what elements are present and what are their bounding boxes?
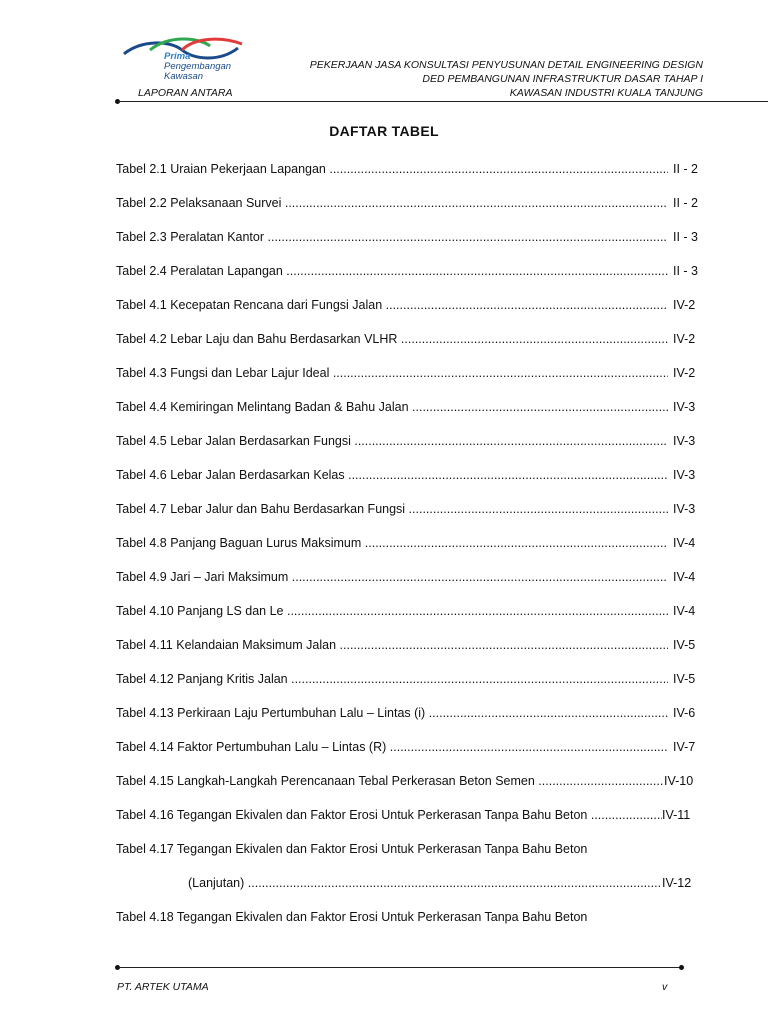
toc-entry-page: IV-7 — [673, 740, 696, 754]
toc-entry-page: IV-4 — [673, 536, 696, 550]
toc-entry[interactable] — [116, 668, 700, 702]
toc-entry[interactable] — [116, 634, 700, 668]
toc-entry-page: IV-3 — [673, 434, 696, 448]
toc-entry[interactable] — [116, 906, 700, 940]
header-rule — [118, 101, 768, 102]
toc-entry-page: II - 2 — [673, 162, 699, 176]
footer-company: PT. ARTEK UTAMA — [117, 981, 209, 993]
toc-entry-page: IV-2 — [673, 332, 696, 346]
toc-entry-page: II - 2 — [673, 196, 699, 210]
toc-entry-label: Tabel 4.16 Tegangan Ekivalen dan Faktor Erosi Untuk Perkerasan Tanpa Bahu Beton ..... — [116, 808, 662, 822]
toc-entry-label: Tabel 4.18 Tegangan Ekivalen dan Faktor Erosi Untuk Perkerasan Tanpa Bahu Beton — [116, 910, 588, 924]
logo-text — [164, 52, 231, 82]
toc-entry-label: Tabel 4.12 Panjang Kritis Jalan ..... — [116, 672, 668, 686]
page-title: DAFTAR TABEL — [329, 123, 439, 139]
toc-entry[interactable] — [116, 736, 700, 770]
toc-entry-label: Tabel 4.11 Kelandaian Maksimum Jalan ..... — [116, 638, 668, 652]
toc-entry-label: (Lanjutan) ..... — [188, 876, 662, 890]
toc-entry[interactable] — [116, 872, 700, 906]
toc-entry-page: IV-6 — [673, 706, 696, 720]
toc-entry[interactable] — [116, 702, 700, 736]
toc-entry-label: Tabel 4.3 Fungsi dan Lebar Lajur Ideal ..... — [116, 366, 668, 380]
toc-entry-label: Tabel 2.4 Peralatan Lapangan ..... — [116, 264, 668, 278]
toc-entry-label: Tabel 4.8 Panjang Baguan Lurus Maksimum ..... — [116, 536, 668, 550]
toc-entry[interactable] — [116, 430, 700, 464]
toc-entry-page: II - 3 — [673, 264, 699, 278]
project-title-line: DED PEMBANGUNAN INFRASTRUKTUR DASAR TAHAP I — [422, 73, 703, 85]
toc-entry-label: Tabel 4.15 Langkah-Langkah Perencanaan Tebal Perkerasan Beton Semen ..... — [116, 774, 664, 788]
toc-entry-label: Tabel 2.3 Peralatan Kantor ..... — [116, 230, 668, 244]
toc-entry-label: Tabel 4.10 Panjang LS dan Le ..... — [116, 604, 668, 618]
logo-line: Kawasan — [164, 71, 204, 82]
toc-entry-page: IV-2 — [673, 298, 696, 312]
toc-entry[interactable] — [116, 294, 700, 328]
toc-entry-page: IV-10 — [664, 774, 694, 788]
toc-entry-page: IV-11 — [662, 808, 691, 822]
toc-entry-page: IV-3 — [673, 468, 696, 482]
logo-line: Pengembangan — [164, 61, 232, 72]
toc-entry[interactable] — [116, 770, 700, 804]
toc-entry-label: Tabel 4.4 Kemiringan Melintang Badan & Bahu Jalan ..... — [116, 400, 668, 414]
footer-rule-dot — [679, 965, 684, 970]
table-of-contents — [116, 158, 700, 940]
toc-entry[interactable] — [116, 158, 700, 192]
toc-entry-page: II - 3 — [673, 230, 699, 244]
toc-entry[interactable] — [116, 532, 700, 566]
toc-entry-label: Tabel 4.17 Tegangan Ekivalen dan Faktor Erosi Untuk Perkerasan Tanpa Bahu Beton — [116, 842, 588, 856]
toc-entry[interactable] — [116, 260, 700, 294]
toc-entry-label: Tabel 4.5 Lebar Jalan Berdasarkan Fungsi ..... — [116, 434, 668, 448]
toc-entry-label: Tabel 4.2 Lebar Laju dan Bahu Berdasarkan VLHR ..... — [116, 332, 668, 346]
toc-entry-page: IV-4 — [673, 570, 696, 584]
toc-entry-page: IV-3 — [673, 502, 696, 516]
toc-entry-label: Tabel 4.14 Faktor Pertumbuhan Lalu – Lintas (R) ..... — [116, 740, 668, 754]
project-title-line: PEKERJAAN JASA KONSULTASI PENYUSUNAN DETAIL ENGINEERING DESIGN — [309, 59, 703, 71]
toc-entry[interactable] — [116, 464, 700, 498]
toc-entry-label: Tabel 4.7 Lebar Jalur dan Bahu Berdasarkan Fungsi ..... — [116, 502, 668, 516]
toc-entry[interactable] — [116, 192, 700, 226]
footer-page-number: v — [662, 981, 668, 993]
logo-line: Prima — [164, 51, 191, 62]
toc-entry-label: Tabel 4.6 Lebar Jalan Berdasarkan Kelas ..... — [116, 468, 668, 482]
toc-entry[interactable] — [116, 804, 700, 838]
footer-rule — [118, 967, 682, 968]
toc-entry-label: Tabel 2.2 Pelaksanaan Survei ..... — [116, 196, 668, 210]
toc-entry-page: IV-5 — [673, 672, 696, 686]
toc-entry-label: Tabel 4.1 Kecepatan Rencana dari Fungsi Jalan ..... — [116, 298, 668, 312]
toc-entry[interactable] — [116, 566, 700, 600]
project-title-line: KAWASAN INDUSTRI KUALA TANJUNG — [509, 87, 703, 99]
toc-entry-label: Tabel 2.1 Uraian Pekerjaan Lapangan ..... — [116, 162, 668, 176]
toc-entry-page: IV-2 — [673, 366, 696, 380]
toc-entry-page: IV-3 — [673, 400, 696, 414]
toc-entry[interactable] — [116, 600, 700, 634]
toc-entry[interactable] — [116, 328, 700, 362]
toc-entry[interactable] — [116, 226, 700, 260]
toc-entry-page: IV-12 — [662, 876, 692, 890]
toc-entry[interactable] — [116, 838, 700, 872]
toc-entry-page: IV-4 — [673, 604, 696, 618]
toc-entry-page: IV-5 — [673, 638, 696, 652]
toc-entry-label: Tabel 4.9 Jari – Jari Maksimum ..... — [116, 570, 668, 584]
toc-entry[interactable] — [116, 396, 700, 430]
toc-entry[interactable] — [116, 362, 700, 396]
report-type: LAPORAN ANTARA — [138, 87, 233, 99]
toc-entry[interactable] — [116, 498, 700, 532]
project-title — [310, 58, 703, 100]
toc-entry-label: Tabel 4.13 Perkiraan Laju Pertumbuhan Lalu – Lintas (i) ..... — [116, 706, 668, 720]
